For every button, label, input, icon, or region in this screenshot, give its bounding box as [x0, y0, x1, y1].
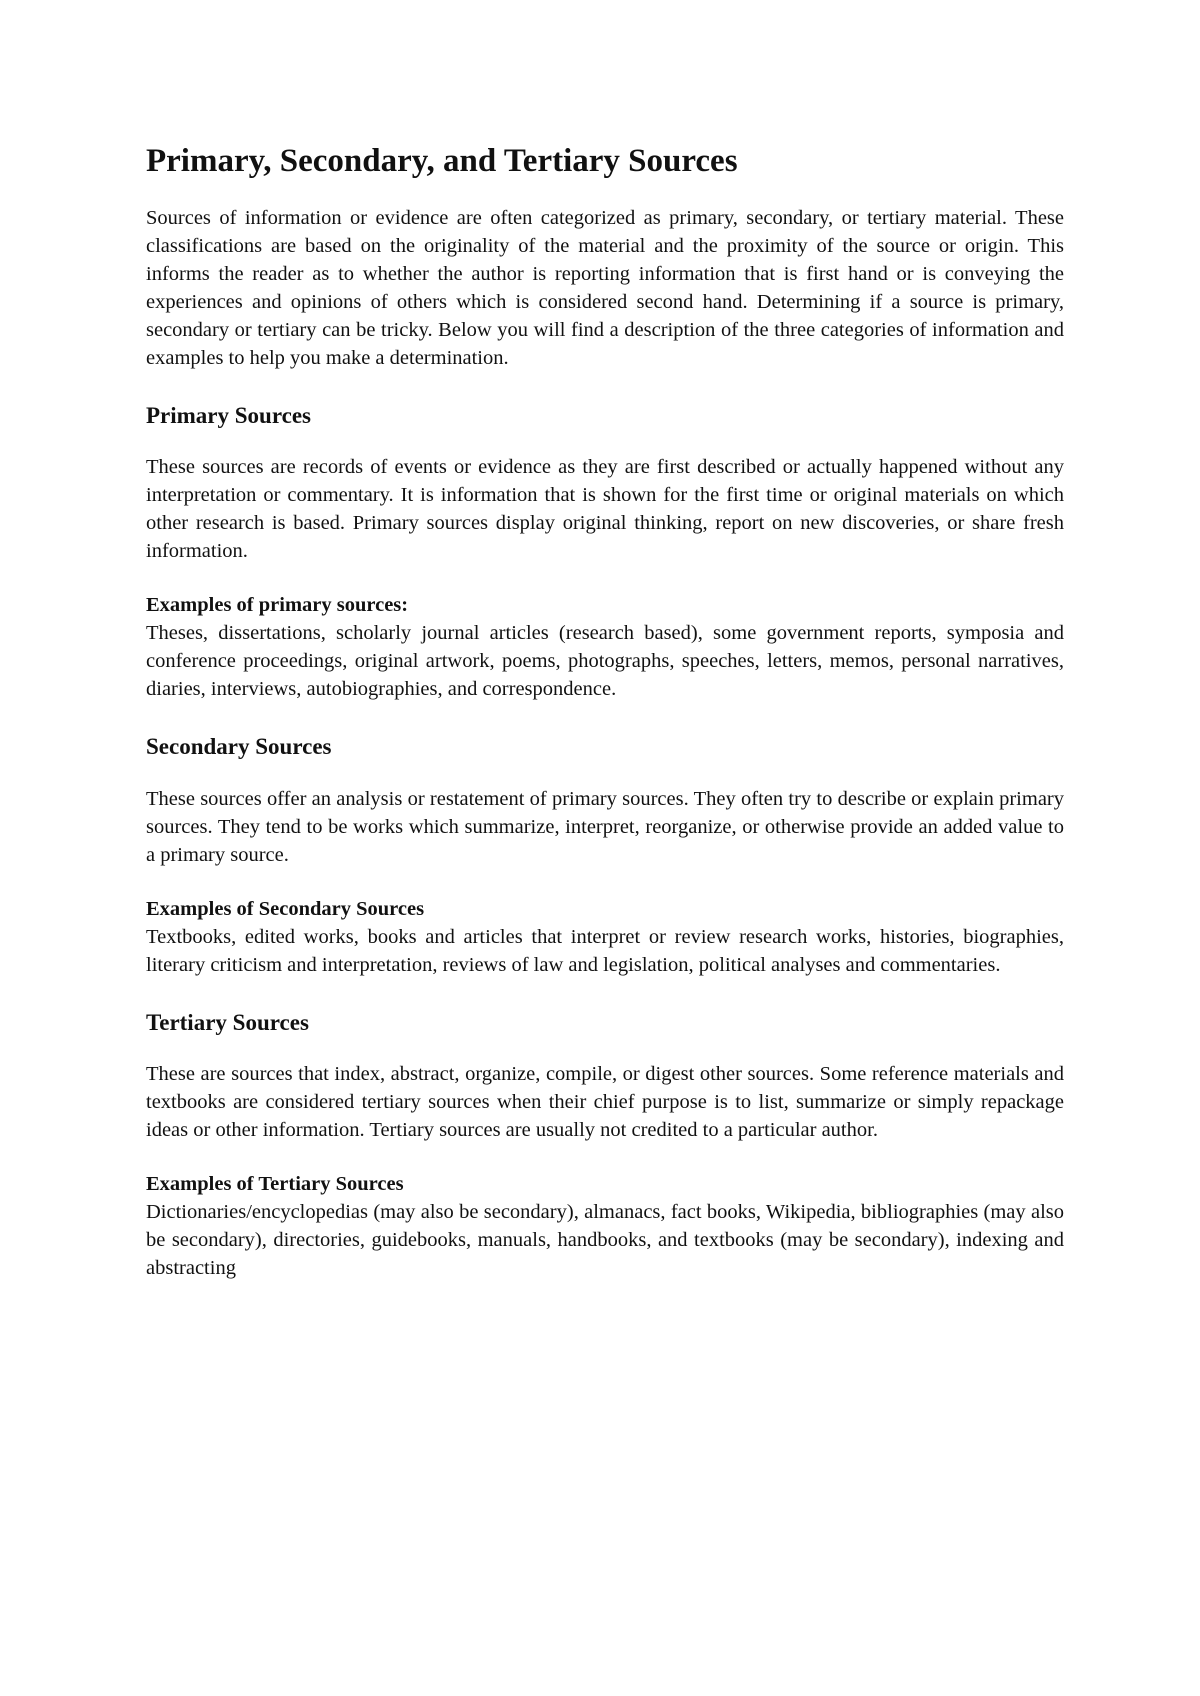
document-title: Primary, Secondary, and Tertiary Sources [146, 143, 738, 179]
section-description: These sources are records of events or evidence as they are first described or actually happened without any interpretation or commentary. It is information that is shown for the first time or original materials on which other research is based. Primary sources display original thinking, report on new discoveries, or share fresh information. [146, 456, 1064, 563]
section-heading: Tertiary Sources [146, 1009, 309, 1035]
examples-text: Textbooks, edited works, books and articles that interpret or review research works, histories, biographies, literary criticism and interpretation, reviews of law and legislation, political analyses and commentaries. [146, 925, 1064, 976]
section-description: These sources offer an analysis or restatement of primary sources. They often try to describe or explain primary sources. They tend to be works which summarize, interpret, reorganize, or otherwise provide an added value to a primary source. [146, 787, 1064, 866]
section-tertiary-sources [146, 1009, 1064, 1283]
section-description: These are sources that index, abstract, organize, compile, or digest other sources. Some reference materials and textbooks are considered tertiary sources when their chief purpose is to list, summarize or simply repackage ideas or other information. Tertiary sources are usually not credited to a particular author. [146, 1063, 1064, 1142]
section-heading: Primary Sources [146, 402, 312, 428]
section-secondary-sources [146, 733, 1064, 979]
examples-heading: Examples of Tertiary Sources [146, 1173, 404, 1196]
intro-paragraph: Sources of information or evidence are often categorized as primary, secondary, or tertiary material. These classifications are based on the originality of the material and the proximity of the source or origin. This informs the reader as to whether the author is reporting information that is first hand or is conveying the experiences and opinions of others which is considered second hand. Determining if a source is primary, secondary or tertiary can be tricky. Below you will find a description of the three categories of information and examples to help you make a determination. [146, 206, 1064, 369]
document-page [146, 142, 1064, 1282]
section-heading: Secondary Sources [146, 734, 332, 760]
examples-heading: Examples of Secondary Sources [146, 897, 425, 920]
section-primary-sources [146, 402, 1064, 704]
examples-heading: Examples of primary sources: [146, 594, 409, 617]
examples-text: Dictionaries/encyclopedias (may also be secondary), almanacs, fact books, Wikipedia, bibliographies (may also be secondary), directories, guidebooks, manuals, handbooks, and textbooks (may be secondary), indexing and abstracting [146, 1201, 1064, 1280]
examples-text: Theses, dissertations, scholarly journal articles (research based), some government reports, symposia and conference proceedings, original artwork, poems, photographs, speeches, letters, memos, personal narratives, diaries, interviews, autobiographies, and correspondence. [146, 622, 1064, 701]
